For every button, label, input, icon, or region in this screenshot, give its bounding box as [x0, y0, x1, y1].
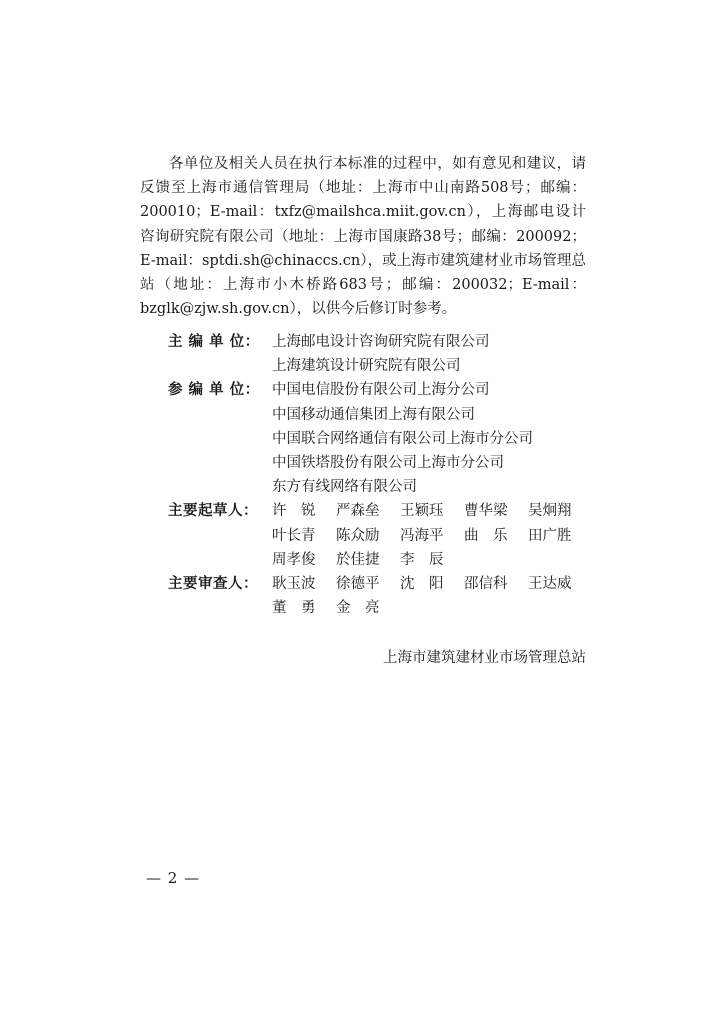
- reviewer-name: 耿玉波: [272, 576, 316, 593]
- drafter-name: 田广胜: [528, 527, 572, 544]
- co-editors-row: [168, 378, 598, 499]
- reviewers-row: [168, 572, 598, 620]
- intro-paragraph: [140, 152, 586, 321]
- drafter-name: 曹华梁: [464, 503, 508, 520]
- drafters-row: [168, 499, 598, 572]
- co-editor-org: 中国移动通信集团上海有限公司: [272, 406, 475, 423]
- co-editor-org: 东方有线网络有限公司: [272, 479, 417, 496]
- drafter-name: 严森垒: [336, 503, 380, 520]
- co-editors-label: 参 编 单 位：: [168, 381, 260, 399]
- reviewer-name: 徐德平: [336, 576, 380, 593]
- drafters-label: 主要起草人：: [168, 502, 258, 520]
- drafter-name: 吴炯翔: [528, 503, 572, 520]
- reviewer-name: 金 亮: [336, 600, 380, 617]
- chief-editor-org: 上海建筑设计研究院有限公司: [272, 358, 461, 375]
- chief-editor-org: 上海邮电设计咨询研究院有限公司: [272, 334, 490, 350]
- credits-section: [168, 330, 598, 620]
- drafter-name: 王颖珏: [400, 503, 444, 520]
- issuing-authority: 上海市建筑建材业市场管理总站: [383, 650, 586, 666]
- intro-text: 各单位及相关人员在执行本标准的过程中，如有意见和建议，请反馈至上海市通信管理局（地址：上海市中山南路508号；邮编：200010；E-mail：txfz@mailshca.miit.gov.cn），上海邮电设计咨询研究院有限公司（地址：上海市国康路38号；邮编：200092；E-mail：sptdi.sh@chinaccs.cn），或上海市建筑建材业市场管理总站（地址：上海市小木桥路683号；邮编：200032；E-mail：bzglk@zjw.sh.gov.cn），以供今后修订时参考。: [140, 156, 586, 318]
- reviewers-label: 主要审查人：: [168, 575, 258, 593]
- reviewers-list: [272, 572, 598, 620]
- chief-editors-label: 主 编 单 位：: [168, 333, 260, 350]
- drafter-name: 许 锐: [272, 503, 316, 520]
- co-editor-org: 中国联合网络通信有限公司上海市分公司: [272, 430, 533, 447]
- reviewer-name: 沈 阳: [400, 576, 444, 593]
- page-number: — 2 —: [146, 869, 201, 887]
- reviewer-name: 董 勇: [272, 600, 316, 617]
- co-editor-org: 中国铁塔股份有限公司上海市分公司: [272, 455, 504, 472]
- drafters-list: [272, 499, 598, 572]
- drafter-name: 周孝俊: [272, 551, 316, 568]
- chief-editors-list: [272, 330, 598, 378]
- drafter-name: 於佳捷: [336, 551, 380, 568]
- drafter-name: 叶长青: [272, 527, 316, 544]
- chief-editors-row: [168, 330, 598, 378]
- drafter-name: 陈众励: [336, 527, 380, 544]
- drafter-name: 曲 乐: [464, 527, 508, 544]
- co-editors-list: [272, 378, 598, 499]
- drafter-name: 李 辰: [400, 551, 444, 568]
- reviewer-name: 王达威: [528, 576, 572, 593]
- drafter-name: 冯海平: [400, 527, 444, 544]
- reviewer-name: 邵信科: [464, 576, 508, 593]
- co-editor-org: 中国电信股份有限公司上海分公司: [272, 382, 490, 399]
